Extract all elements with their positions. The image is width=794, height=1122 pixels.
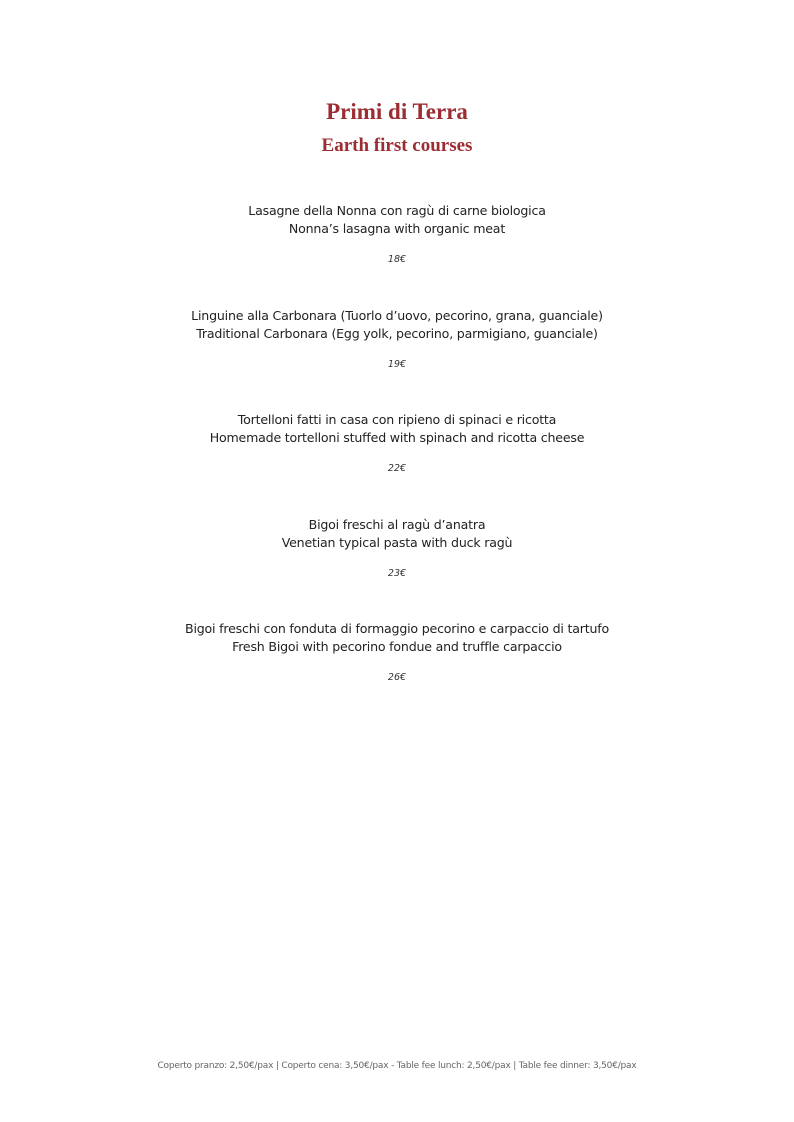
dish-name-italian: Bigoi freschi con fonduta di formaggio pecorino e carpaccio di tartufo [185,621,609,636]
dish-item [0,620,794,725]
table-fee-footer: Coperto pranzo: 2,50€/pax | Coperto cena: 3,50€/pax - Table fee lunch: 2,50€/pax | Table fee dinner: 3,50€/pax [157,1061,637,1071]
dish-name-italian: Tortelloni fatti in casa con ripieno di spinaci e ricotta [237,412,557,427]
page-subtitle: Earth first courses [321,135,473,156]
dish-name-english: Homemade tortelloni stuffed with spinach and ricotta cheese [209,430,585,445]
menu-header [0,98,794,158]
dish-name-english: Venetian typical pasta with duck ragù [281,534,513,550]
dish-name-italian: Linguine alla Carbonara (Tuorlo d’uovo, pecorino, grana, guanciale) [191,307,603,323]
dish-item [0,516,794,621]
dish-name-english: Traditional Carbonara (Egg yolk, pecorino, parmigiano, guanciale) [196,325,598,341]
dish-price: 23€ [387,567,407,579]
dish-price: 19€ [387,358,407,370]
dish-price: 26€ [387,672,407,683]
dish-name-english: Fresh Bigoi with pecorino fondue and truffle carpaccio [232,639,562,654]
dish-price: 22€ [387,463,407,474]
dish-item [0,411,794,516]
dish-item [0,307,794,412]
dish-item [0,202,794,307]
dish-name-english: Nonna’s lasagna with organic meat [288,221,506,236]
dish-name-italian: Lasagne della Nonna con ragù di carne biologica [248,203,546,218]
dish-name-italian: Bigoi freschi al ragù d’anatra [308,516,486,532]
dish-list [0,202,794,725]
dish-price: 18€ [387,254,407,265]
page-title: Primi di Terra [326,99,468,124]
